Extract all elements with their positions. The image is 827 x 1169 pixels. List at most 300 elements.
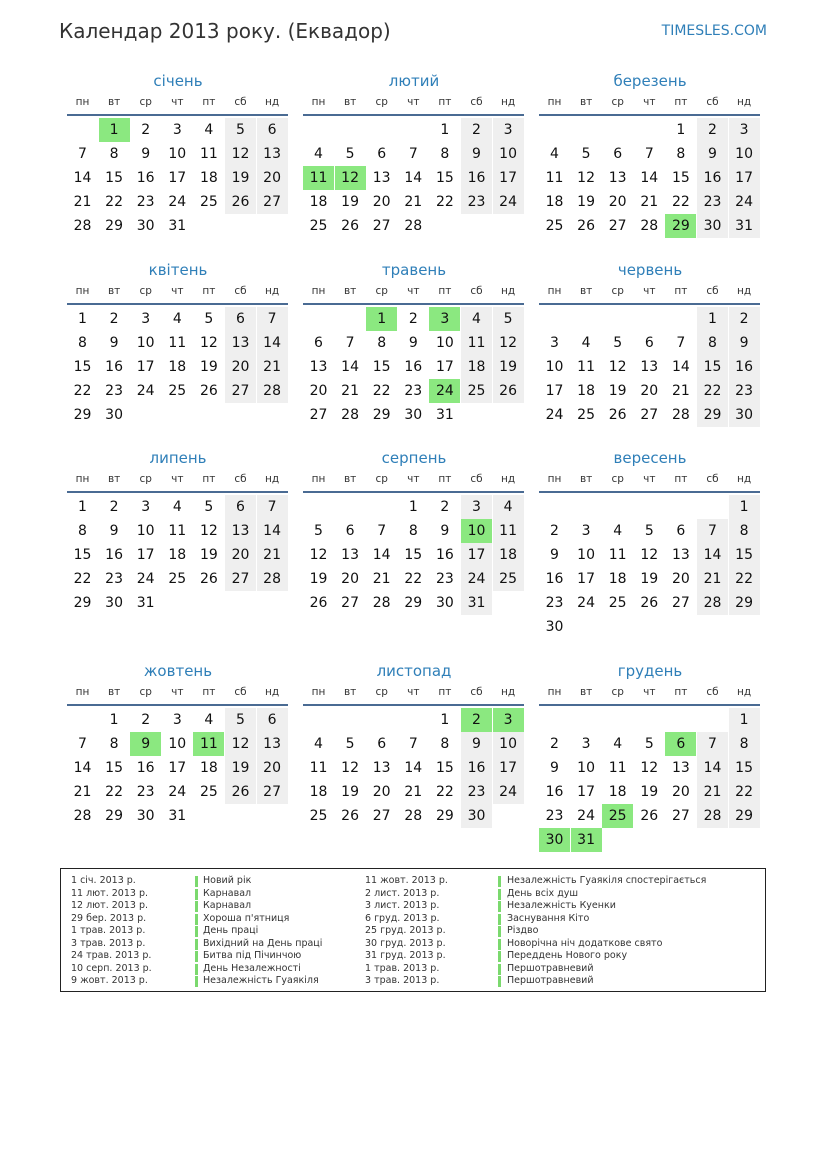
day-cell[interactable]: 17 [545, 383, 564, 399]
day-cell[interactable]: 8 [440, 146, 450, 162]
day-cell[interactable]: 13 [225, 331, 256, 355]
day-cell[interactable]: 30 [461, 804, 492, 828]
day-cell[interactable]: 23 [136, 194, 155, 210]
day-cell[interactable]: 19 [493, 355, 524, 379]
day-cell[interactable]: 14 [372, 547, 391, 563]
day-cell[interactable]: 14 [73, 760, 92, 776]
day-cell[interactable]: 13 [225, 519, 256, 543]
day-cell[interactable]: 29 [105, 808, 123, 824]
day-cell[interactable]: 2 [109, 311, 119, 327]
day-cell[interactable]: 8 [377, 335, 387, 351]
day-cell[interactable]: 6 [676, 523, 686, 539]
day-cell[interactable]: 11 [608, 760, 627, 776]
day-cell[interactable]: 2 [408, 311, 418, 327]
day-cell[interactable]: 11 [309, 760, 328, 776]
holiday-day-cell[interactable]: 10 [461, 519, 492, 543]
day-cell[interactable]: 30 [136, 218, 155, 234]
day-cell[interactable]: 7 [697, 732, 728, 756]
day-cell[interactable]: 22 [671, 194, 690, 210]
day-cell[interactable]: 6 [314, 335, 323, 351]
day-cell[interactable]: 2 [550, 736, 559, 752]
day-cell[interactable]: 11 [545, 170, 564, 186]
day-cell[interactable]: 15 [372, 359, 391, 375]
day-cell[interactable]: 27 [671, 595, 690, 611]
day-cell[interactable]: 17 [168, 760, 187, 776]
day-cell[interactable]: 27 [372, 808, 391, 824]
day-cell[interactable]: 19 [640, 571, 659, 587]
day-cell[interactable]: 28 [697, 804, 728, 828]
day-cell[interactable]: 7 [408, 146, 418, 162]
day-cell[interactable]: 16 [435, 547, 454, 563]
day-cell[interactable]: 29 [73, 595, 92, 611]
day-cell[interactable]: 31 [136, 595, 155, 611]
day-cell[interactable]: 18 [168, 359, 187, 375]
day-cell[interactable]: 16 [545, 571, 564, 587]
holiday-day-cell[interactable]: 9 [130, 732, 161, 756]
day-cell[interactable]: 25 [577, 407, 595, 423]
day-cell[interactable]: 19 [341, 194, 359, 210]
day-cell[interactable]: 15 [671, 170, 690, 186]
day-cell[interactable]: 26 [199, 383, 218, 399]
day-cell[interactable]: 8 [109, 736, 119, 752]
day-cell[interactable]: 23 [435, 571, 454, 587]
day-cell[interactable]: 7 [78, 736, 87, 752]
holiday-day-cell[interactable]: 6 [665, 732, 696, 756]
day-cell[interactable]: 13 [608, 170, 627, 186]
day-cell[interactable]: 6 [613, 146, 623, 162]
day-cell[interactable]: 30 [729, 403, 760, 427]
day-cell[interactable]: 21 [341, 383, 359, 399]
day-cell[interactable]: 6 [257, 708, 288, 732]
day-cell[interactable]: 12 [309, 547, 328, 563]
day-cell[interactable]: 27 [640, 407, 659, 423]
day-cell[interactable]: 20 [225, 543, 256, 567]
day-cell[interactable]: 17 [577, 571, 595, 587]
day-cell[interactable]: 22 [105, 784, 123, 800]
day-cell[interactable]: 9 [109, 523, 119, 539]
day-cell[interactable]: 4 [172, 499, 182, 515]
day-cell[interactable]: 29 [435, 808, 454, 824]
day-cell[interactable]: 24 [168, 194, 187, 210]
day-cell[interactable]: 8 [676, 146, 686, 162]
day-cell[interactable]: 1 [676, 122, 686, 138]
day-cell[interactable]: 20 [341, 571, 359, 587]
day-cell[interactable]: 26 [640, 808, 659, 824]
holiday-day-cell[interactable]: 1 [366, 307, 397, 331]
day-cell[interactable]: 30 [105, 595, 123, 611]
day-cell[interactable]: 28 [341, 407, 359, 423]
day-cell[interactable]: 21 [640, 194, 659, 210]
day-cell[interactable]: 4 [204, 122, 214, 138]
day-cell[interactable]: 7 [644, 146, 654, 162]
day-cell[interactable]: 3 [461, 495, 492, 519]
day-cell[interactable]: 7 [377, 523, 387, 539]
day-cell[interactable]: 30 [545, 619, 564, 635]
day-cell[interactable]: 22 [729, 780, 760, 804]
day-cell[interactable]: 21 [404, 784, 423, 800]
day-cell[interactable]: 12 [225, 732, 256, 756]
day-cell[interactable]: 28 [404, 218, 423, 234]
day-cell[interactable]: 4 [314, 736, 323, 752]
day-cell[interactable]: 11 [461, 331, 492, 355]
day-cell[interactable]: 9 [461, 732, 492, 756]
day-cell[interactable]: 12 [577, 170, 595, 186]
day-cell[interactable]: 10 [435, 335, 454, 351]
day-cell[interactable]: 19 [199, 547, 218, 563]
day-cell[interactable]: 13 [341, 547, 359, 563]
day-cell[interactable]: 30 [435, 595, 454, 611]
day-cell[interactable]: 4 [314, 146, 323, 162]
day-cell[interactable]: 23 [105, 383, 123, 399]
day-cell[interactable]: 10 [545, 359, 564, 375]
holiday-day-cell[interactable]: 1 [99, 118, 130, 142]
day-cell[interactable]: 9 [729, 331, 760, 355]
day-cell[interactable]: 23 [461, 780, 492, 804]
day-cell[interactable]: 31 [168, 218, 187, 234]
day-cell[interactable]: 17 [493, 166, 524, 190]
day-cell[interactable]: 6 [345, 523, 355, 539]
day-cell[interactable]: 16 [729, 355, 760, 379]
day-cell[interactable]: 23 [545, 595, 564, 611]
day-cell[interactable]: 30 [697, 214, 728, 238]
day-cell[interactable]: 26 [225, 780, 256, 804]
day-cell[interactable]: 24 [136, 383, 155, 399]
day-cell[interactable]: 25 [168, 571, 187, 587]
day-cell[interactable]: 1 [109, 712, 119, 728]
day-cell[interactable]: 10 [577, 760, 595, 776]
day-cell[interactable]: 14 [257, 519, 288, 543]
day-cell[interactable]: 24 [577, 595, 595, 611]
day-cell[interactable]: 4 [493, 495, 524, 519]
day-cell[interactable]: 18 [493, 543, 524, 567]
day-cell[interactable]: 18 [199, 170, 218, 186]
day-cell[interactable]: 16 [105, 547, 123, 563]
day-cell[interactable]: 4 [550, 146, 559, 162]
day-cell[interactable]: 25 [608, 595, 627, 611]
day-cell[interactable]: 2 [697, 118, 728, 142]
day-cell[interactable]: 5 [493, 307, 524, 331]
day-cell[interactable]: 6 [377, 736, 387, 752]
day-cell[interactable]: 24 [461, 567, 492, 591]
day-cell[interactable]: 14 [640, 170, 659, 186]
day-cell[interactable]: 5 [644, 736, 654, 752]
day-cell[interactable]: 2 [550, 523, 559, 539]
day-cell[interactable]: 12 [225, 142, 256, 166]
day-cell[interactable]: 23 [545, 808, 564, 824]
day-cell[interactable]: 10 [577, 547, 595, 563]
day-cell[interactable]: 1 [408, 499, 418, 515]
day-cell[interactable]: 6 [225, 307, 256, 331]
holiday-day-cell[interactable]: 30 [539, 828, 570, 852]
day-cell[interactable]: 28 [372, 595, 391, 611]
day-cell[interactable]: 20 [257, 166, 288, 190]
day-cell[interactable]: 25 [168, 383, 187, 399]
day-cell[interactable]: 13 [372, 170, 391, 186]
day-cell[interactable]: 19 [309, 571, 328, 587]
day-cell[interactable]: 3 [172, 712, 182, 728]
day-cell[interactable]: 15 [105, 170, 123, 186]
day-cell[interactable]: 12 [640, 547, 659, 563]
day-cell[interactable]: 21 [73, 194, 92, 210]
day-cell[interactable]: 3 [493, 118, 524, 142]
day-cell[interactable]: 31 [435, 407, 454, 423]
day-cell[interactable]: 21 [372, 571, 391, 587]
holiday-day-cell[interactable]: 12 [335, 166, 366, 190]
day-cell[interactable]: 28 [73, 218, 92, 234]
day-cell[interactable]: 21 [697, 780, 728, 804]
day-cell[interactable]: 29 [729, 591, 760, 615]
day-cell[interactable]: 26 [577, 218, 595, 234]
day-cell[interactable]: 25 [199, 194, 218, 210]
day-cell[interactable]: 15 [105, 760, 123, 776]
day-cell[interactable]: 12 [608, 359, 627, 375]
day-cell[interactable]: 8 [729, 519, 760, 543]
day-cell[interactable]: 4 [613, 523, 623, 539]
day-cell[interactable]: 2 [141, 122, 151, 138]
day-cell[interactable]: 7 [676, 335, 686, 351]
day-cell[interactable]: 18 [309, 784, 328, 800]
day-cell[interactable]: 12 [493, 331, 524, 355]
holiday-day-cell[interactable]: 31 [571, 828, 602, 852]
day-cell[interactable]: 13 [671, 760, 690, 776]
day-cell[interactable]: 18 [168, 547, 187, 563]
day-cell[interactable]: 15 [73, 359, 92, 375]
day-cell[interactable]: 27 [225, 567, 256, 591]
day-cell[interactable]: 11 [168, 335, 187, 351]
day-cell[interactable]: 13 [671, 547, 690, 563]
day-cell[interactable]: 24 [729, 190, 760, 214]
day-cell[interactable]: 9 [440, 523, 450, 539]
day-cell[interactable]: 15 [73, 547, 92, 563]
day-cell[interactable]: 6 [257, 118, 288, 142]
day-cell[interactable]: 8 [78, 523, 87, 539]
day-cell[interactable]: 29 [105, 218, 123, 234]
day-cell[interactable]: 28 [671, 407, 690, 423]
day-cell[interactable]: 8 [109, 146, 119, 162]
day-cell[interactable]: 20 [372, 194, 391, 210]
day-cell[interactable]: 30 [105, 407, 123, 423]
day-cell[interactable]: 10 [168, 146, 187, 162]
day-cell[interactable]: 3 [141, 499, 151, 515]
day-cell[interactable]: 27 [671, 808, 690, 824]
day-cell[interactable]: 19 [225, 166, 256, 190]
day-cell[interactable]: 14 [404, 760, 423, 776]
day-cell[interactable]: 16 [461, 756, 492, 780]
day-cell[interactable]: 11 [608, 547, 627, 563]
day-cell[interactable]: 29 [697, 403, 728, 427]
day-cell[interactable]: 10 [729, 142, 760, 166]
day-cell[interactable]: 10 [136, 523, 155, 539]
day-cell[interactable]: 24 [545, 407, 564, 423]
day-cell[interactable]: 22 [73, 383, 92, 399]
day-cell[interactable]: 23 [729, 379, 760, 403]
day-cell[interactable]: 9 [697, 142, 728, 166]
brand-link[interactable]: TIMESLES.COM [661, 23, 767, 39]
day-cell[interactable]: 12 [640, 760, 659, 776]
day-cell[interactable]: 11 [493, 519, 524, 543]
day-cell[interactable]: 2 [729, 307, 760, 331]
day-cell[interactable]: 31 [168, 808, 187, 824]
day-cell[interactable]: 27 [257, 780, 288, 804]
day-cell[interactable]: 5 [644, 523, 654, 539]
day-cell[interactable]: 9 [550, 547, 559, 563]
holiday-day-cell[interactable]: 3 [493, 708, 524, 732]
day-cell[interactable]: 20 [372, 784, 391, 800]
day-cell[interactable]: 25 [309, 808, 328, 824]
day-cell[interactable]: 28 [73, 808, 92, 824]
day-cell[interactable]: 9 [550, 760, 559, 776]
day-cell[interactable]: 21 [404, 194, 423, 210]
day-cell[interactable]: 5 [581, 146, 591, 162]
day-cell[interactable]: 11 [577, 359, 595, 375]
day-cell[interactable]: 13 [257, 732, 288, 756]
day-cell[interactable]: 28 [257, 567, 288, 591]
day-cell[interactable]: 11 [199, 146, 218, 162]
day-cell[interactable]: 2 [440, 499, 450, 515]
day-cell[interactable]: 18 [199, 760, 218, 776]
day-cell[interactable]: 16 [697, 166, 728, 190]
day-cell[interactable]: 20 [671, 784, 690, 800]
day-cell[interactable]: 7 [345, 335, 355, 351]
day-cell[interactable]: 7 [257, 307, 288, 331]
day-cell[interactable]: 9 [408, 335, 418, 351]
day-cell[interactable]: 27 [257, 190, 288, 214]
day-cell[interactable]: 19 [608, 383, 627, 399]
day-cell[interactable]: 21 [697, 567, 728, 591]
day-cell[interactable]: 27 [372, 218, 391, 234]
day-cell[interactable]: 28 [697, 591, 728, 615]
day-cell[interactable]: 10 [136, 335, 155, 351]
day-cell[interactable]: 12 [341, 760, 359, 776]
day-cell[interactable]: 5 [225, 118, 256, 142]
day-cell[interactable]: 1 [697, 307, 728, 331]
day-cell[interactable]: 26 [608, 407, 627, 423]
day-cell[interactable]: 29 [404, 595, 423, 611]
holiday-day-cell[interactable]: 29 [665, 214, 696, 238]
day-cell[interactable]: 9 [141, 146, 151, 162]
day-cell[interactable]: 18 [545, 194, 564, 210]
day-cell[interactable]: 7 [257, 495, 288, 519]
day-cell[interactable]: 6 [644, 335, 654, 351]
day-cell[interactable]: 22 [73, 571, 92, 587]
day-cell[interactable]: 10 [168, 736, 187, 752]
day-cell[interactable]: 29 [729, 804, 760, 828]
day-cell[interactable]: 24 [136, 571, 155, 587]
day-cell[interactable]: 14 [697, 543, 728, 567]
day-cell[interactable]: 8 [440, 736, 450, 752]
day-cell[interactable]: 3 [581, 523, 591, 539]
day-cell[interactable]: 8 [729, 732, 760, 756]
holiday-day-cell[interactable]: 3 [429, 307, 460, 331]
day-cell[interactable]: 16 [404, 359, 423, 375]
day-cell[interactable]: 24 [493, 780, 524, 804]
day-cell[interactable]: 22 [435, 194, 454, 210]
day-cell[interactable]: 12 [199, 335, 218, 351]
day-cell[interactable]: 14 [404, 170, 423, 186]
day-cell[interactable]: 30 [136, 808, 155, 824]
day-cell[interactable]: 26 [493, 379, 524, 403]
day-cell[interactable]: 17 [136, 547, 155, 563]
day-cell[interactable]: 7 [408, 736, 418, 752]
day-cell[interactable]: 4 [204, 712, 214, 728]
day-cell[interactable]: 6 [377, 146, 387, 162]
day-cell[interactable]: 2 [461, 118, 492, 142]
day-cell[interactable]: 20 [225, 355, 256, 379]
day-cell[interactable]: 20 [671, 571, 690, 587]
day-cell[interactable]: 17 [577, 784, 595, 800]
day-cell[interactable]: 27 [341, 595, 359, 611]
day-cell[interactable]: 13 [640, 359, 659, 375]
holiday-day-cell[interactable]: 11 [193, 732, 224, 756]
day-cell[interactable]: 1 [440, 712, 450, 728]
day-cell[interactable]: 4 [581, 335, 591, 351]
day-cell[interactable]: 28 [404, 808, 423, 824]
day-cell[interactable]: 20 [257, 756, 288, 780]
holiday-day-cell[interactable]: 25 [602, 804, 633, 828]
day-cell[interactable]: 20 [640, 383, 659, 399]
day-cell[interactable]: 20 [309, 383, 328, 399]
day-cell[interactable]: 18 [461, 355, 492, 379]
day-cell[interactable]: 4 [172, 311, 182, 327]
day-cell[interactable]: 18 [608, 784, 627, 800]
day-cell[interactable]: 13 [309, 359, 328, 375]
day-cell[interactable]: 3 [581, 736, 591, 752]
day-cell[interactable]: 27 [309, 407, 328, 423]
day-cell[interactable]: 21 [257, 355, 288, 379]
day-cell[interactable]: 31 [729, 214, 760, 238]
day-cell[interactable]: 25 [309, 218, 328, 234]
day-cell[interactable]: 19 [225, 756, 256, 780]
day-cell[interactable]: 23 [105, 571, 123, 587]
day-cell[interactable]: 22 [105, 194, 123, 210]
holiday-day-cell[interactable]: 24 [429, 379, 460, 403]
day-cell[interactable]: 18 [608, 571, 627, 587]
day-cell[interactable]: 1 [729, 495, 760, 519]
day-cell[interactable]: 8 [78, 335, 87, 351]
day-cell[interactable]: 25 [493, 567, 524, 591]
day-cell[interactable]: 25 [545, 218, 564, 234]
day-cell[interactable]: 4 [613, 736, 623, 752]
day-cell[interactable]: 24 [168, 784, 187, 800]
day-cell[interactable]: 7 [78, 146, 87, 162]
day-cell[interactable]: 3 [729, 118, 760, 142]
day-cell[interactable]: 27 [225, 379, 256, 403]
day-cell[interactable]: 28 [640, 218, 659, 234]
day-cell[interactable]: 9 [461, 142, 492, 166]
day-cell[interactable]: 19 [199, 359, 218, 375]
day-cell[interactable]: 3 [550, 335, 559, 351]
day-cell[interactable]: 1 [729, 708, 760, 732]
holiday-day-cell[interactable]: 2 [461, 708, 492, 732]
day-cell[interactable]: 2 [141, 712, 151, 728]
day-cell[interactable]: 22 [372, 383, 391, 399]
day-cell[interactable]: 30 [404, 407, 423, 423]
day-cell[interactable]: 15 [404, 547, 423, 563]
day-cell[interactable]: 16 [136, 760, 155, 776]
day-cell[interactable]: 24 [493, 190, 524, 214]
day-cell[interactable]: 17 [168, 170, 187, 186]
day-cell[interactable]: 18 [309, 194, 328, 210]
day-cell[interactable]: 28 [257, 379, 288, 403]
day-cell[interactable]: 13 [372, 760, 391, 776]
day-cell[interactable]: 19 [640, 784, 659, 800]
day-cell[interactable]: 14 [73, 170, 92, 186]
day-cell[interactable]: 29 [73, 407, 92, 423]
day-cell[interactable]: 26 [341, 218, 359, 234]
day-cell[interactable]: 24 [577, 808, 595, 824]
day-cell[interactable]: 22 [697, 379, 728, 403]
day-cell[interactable]: 5 [613, 335, 623, 351]
